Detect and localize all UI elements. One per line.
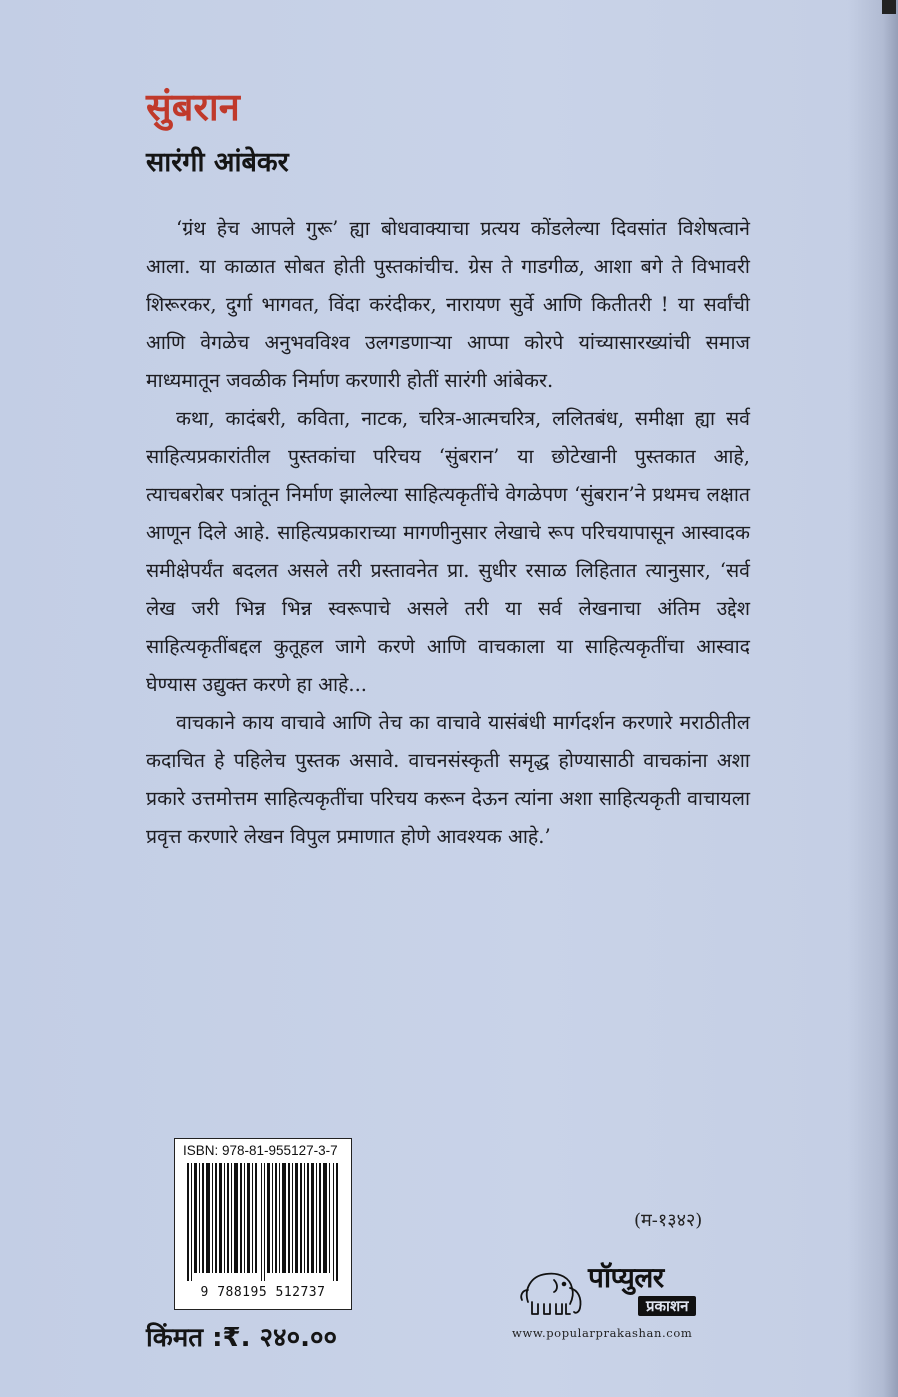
blurb	[146, 210, 750, 856]
corner-mark	[882, 0, 896, 14]
publisher-subname: प्रकाशन	[638, 1296, 696, 1316]
book-title: सुंबरान	[146, 85, 240, 129]
book-author: सारंगी आंबेकर	[146, 147, 289, 178]
spine-shadow	[848, 0, 898, 1397]
publisher-website: www.popularprakashan.com	[512, 1326, 693, 1340]
elephant-icon	[514, 1260, 590, 1320]
publisher-name: पॉप्युलर	[588, 1261, 664, 1294]
blurb-paragraph-1: ‘ग्रंथ हेच आपले गुरू’ ह्या बोधवाक्याचा प्रत्यय कोंडलेल्या दिवसांत विशेषत्वाने आला. या काळात सोबत होती पुस्तकांचीच. ग्रेस ते गाडगीळ, आशा बगे ते विभावरी शिरूरकर, दुर्गा भागवत, विंदा करंदीकर, नारायण सुर्वे आणि कितीतरी ! या सर्वांची आणि वेगळेच अनुभवविश्व उलगडणाऱ्या आप्पा कोरपे यांच्यासारख्यांची समाज माध्यमातून जवळीक निर्माण करणारी होतीं सारंगी आंबेकर.	[146, 217, 750, 392]
blurb-paragraph-3: वाचकाने काय वाचावे आणि तेच का वाचावे यासंबंधी मार्गदर्शन करणारे मराठीतील कदाचित हे पहिलेच पुस्तक असावे. वाचनसंस्कृती समृद्ध होण्यासाठी वाचकांना अशा प्रकारे उत्तमोत्तम साहित्यकृतींचा परिचय करून देऊन त्यांना अशा साहित्यकृती वाचायला प्रवृत्त करणारे लेखन विपुल प्रमाणात होणे आवश्यक आहे.’	[146, 711, 750, 848]
isbn-label: ISBN: 978-81-955127-3-7	[183, 1143, 338, 1158]
barcode-digits: 9 788195 512737	[200, 1285, 326, 1300]
isbn-barcode	[174, 1138, 352, 1310]
price: किंमत :₹. २४०.००	[146, 1323, 338, 1353]
barcode-bars	[187, 1163, 341, 1281]
catalog-code: (म-१३४२)	[634, 1210, 703, 1231]
blurb-paragraph-2: कथा, कादंबरी, कविता, नाटक, चरित्र-आत्मचरित्र, ललितबंध, समीक्षा ह्या सर्व साहित्यप्रकारांतील पुस्तकांचा परिचय ‘सुंबरान’ या छोटेखानी पुस्तकात आहे, त्याचबरोबर पत्रांतून निर्माण झालेल्या साहित्यकृतींचे वेगळेपण ‘सुंबरान’ने प्रथमच लक्षात आणून दिले आहे. साहित्यप्रकाराच्या मागणीनुसार लेखाचे रूप परिचयापासून आस्वादक समीक्षेपर्यंत बदलत असले तरी प्रस्तावनेत प्रा. सुधीर रसाळ लिहितात त्यानुसार, ‘सर्व लेख जरी भिन्न भिन्न स्वरूपाचे असले तरी या सर्व लेखनाचा अंतिम उद्देश साहित्यकृतींबद्दल कुतूहल जागे करणे आणि वाचकाला या साहित्यकृतींचा आस्वाद घेण्यास उद्युक्त करणे हा आहे...	[146, 407, 750, 696]
